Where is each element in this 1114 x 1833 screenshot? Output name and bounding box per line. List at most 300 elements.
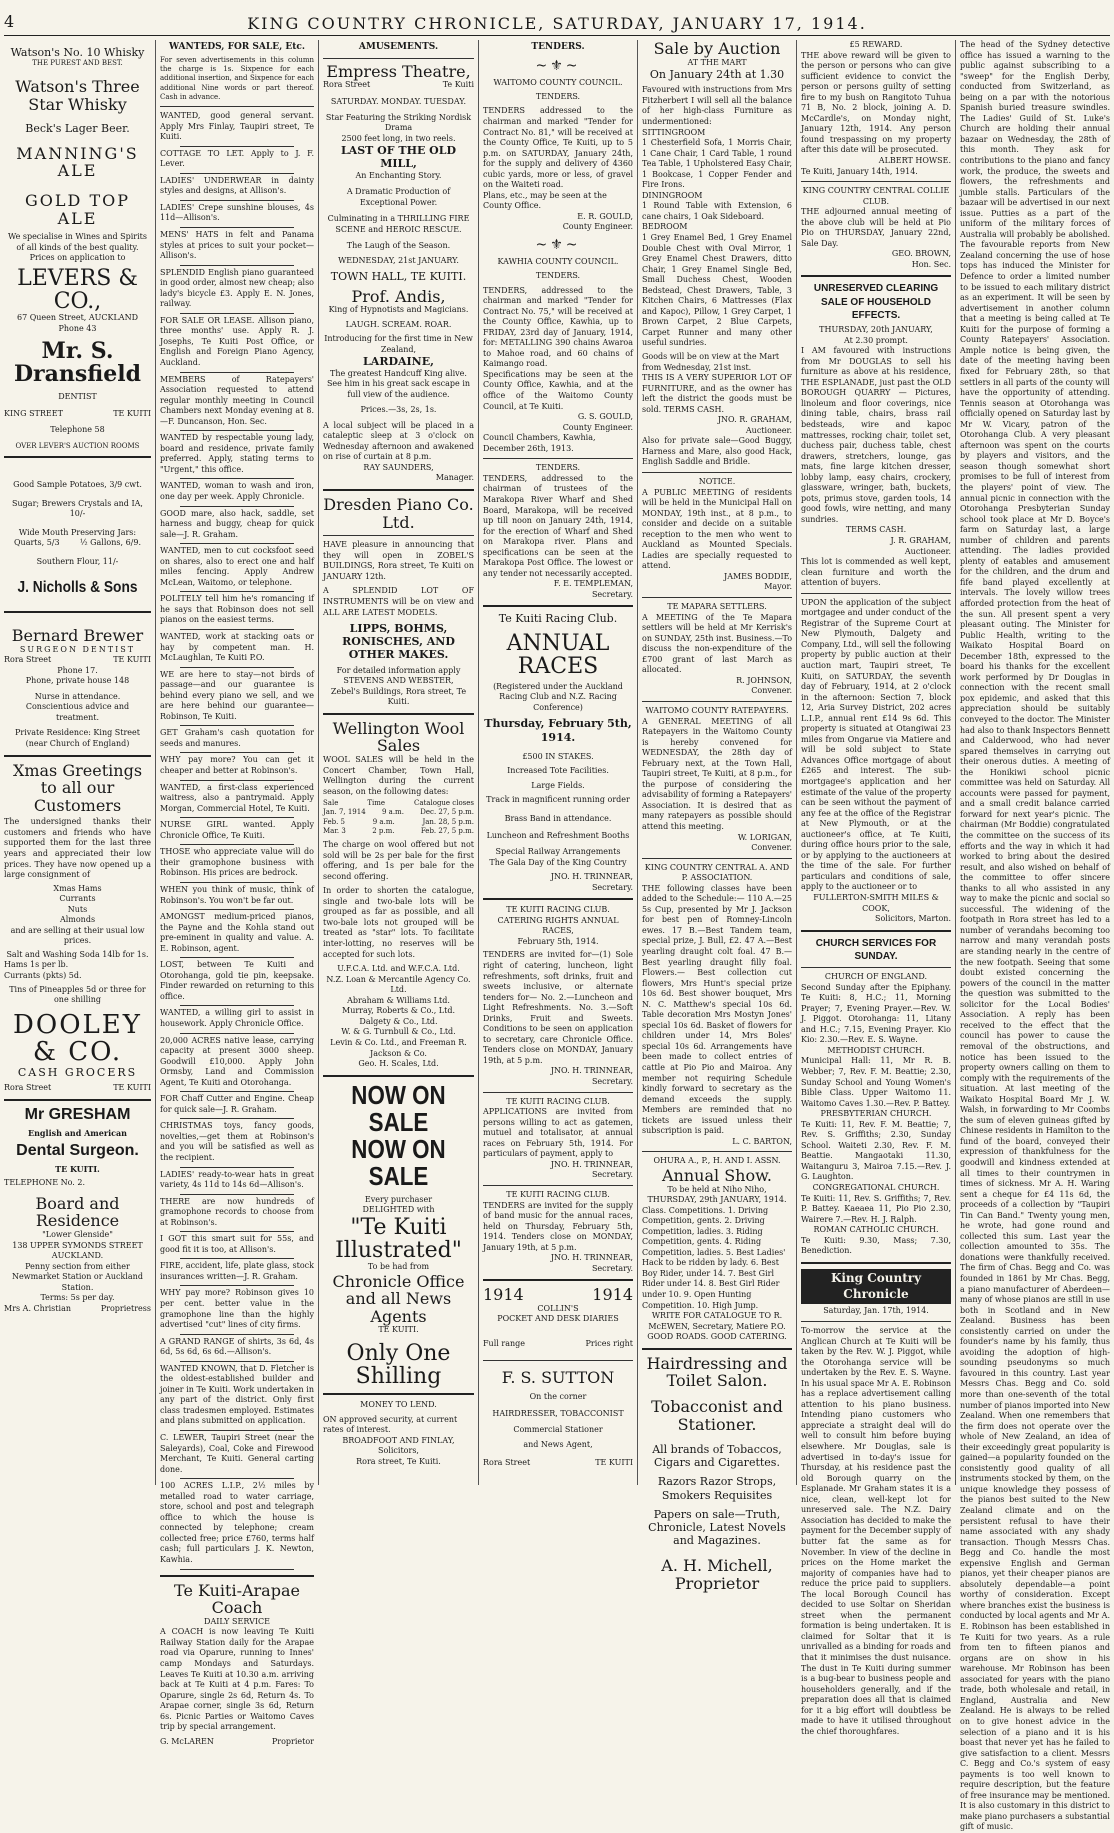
auction-mart: AT THE MART [687, 57, 747, 67]
classified-ad: WHEN you think of music, think of Robinson's. You won't be far out. [160, 884, 314, 905]
waitomo-title: WAITOMO COUNTY COUNCIL. [493, 78, 623, 88]
classified-ad: WANTED, men to cut cocksfoot seed on shares, also to erect one and half miles fencing. Apply Andrew McLean, Waitomo, or telephone. [160, 546, 314, 587]
ad-glenside: "Lower Glenside" [42, 1229, 113, 1239]
wool-ufca: U.F.C.A. Ltd. and W.F.C.A. Ltd. [337, 964, 460, 974]
empress-wednesday: WEDNESDAY, 21st JANUARY. [338, 255, 459, 265]
michell-brands: All brands of Tobaccos, Cigars and Cigarettes. [652, 1443, 782, 1470]
amusements-heading: AMUSEMENTS. [358, 42, 439, 52]
gatemen-secretary: Secretary. [591, 1170, 633, 1180]
ad-hams: Hams 1s per lb. [4, 960, 69, 970]
column-2 [156, 40, 318, 1746]
empress-feet: 2500 feet long, in two reels. [341, 133, 456, 143]
kcc-date: Saturday, Jan. 17th, 1914. [823, 1306, 929, 1316]
wanteds-intro: For seven advertisements in this column the charge is 1s. Sixpence for each additional insertion, and Sixpence for each additional Nine words or part thereof. Cash in advance. [160, 55, 314, 101]
classified-ad: MEMBERS of Ratepayers' Association requested to attend regular monthly meeting in Council Chambers next Monday evening at 8.—F. Duncanson, Hon. Sec. [160, 374, 314, 426]
kcap-title: KING COUNTRY CENTRAL A. AND P. ASSOCIATION. [644, 862, 790, 883]
church-title: CHURCH SERVICES FOR SUNDAY. [815, 937, 937, 962]
ad-prices: Prices on application to [29, 253, 126, 263]
sutton-corner: On the corner [529, 1392, 587, 1402]
congreg-body: Te Kuiti: 11, Rev. S. Griffiths; 7, Rev. P. Battey. Kaeaea 11, Pio Pio 2.30, Wairere 7.—Rev. H. J. Ralph. [801, 1193, 951, 1224]
diary-year-left: 1914 [483, 1285, 524, 1305]
ad-levers: LEVERS & CO., [17, 265, 138, 314]
ratepayers-title: WAITOMO COUNTY RATEPAYERS. [645, 705, 789, 715]
ad-proprietress: Proprietress [100, 1303, 151, 1313]
column-4 [479, 40, 637, 1485]
auction-also: Also for private sale—Good Buggy, Harness and Mare, also good Hack, English Saddle and Bridle. [642, 436, 792, 467]
ad-gallons: ½ Gallons, 6/9. [79, 538, 141, 548]
empress-star: Star Featuring the Striking Nordisk Drama [325, 112, 472, 133]
now-on-sale-2: NOW ON SALE [351, 1134, 446, 1192]
ad-watson3: Watson's Three Star Whisky [15, 77, 140, 115]
dresden-body: HAVE pleasure in announcing that they will open in ZOBEL'S BUILDINGS, Rora street, Te Kuiti on JANUARY 12th. [323, 540, 474, 581]
promo-tk: TE KUITI. [378, 1325, 419, 1335]
wool-sale-closes: Jan. 28, 5 p.m. [422, 817, 474, 826]
catering-date: February 5th, 1914. [517, 936, 599, 946]
ohura-competitions: Class. Competitions. 1. Driving Competition, gents. 2. Driving Competition, ladies. 3. Riding Competition, gents. 4. Riding Competition, ladies. 5. Best Ladies' Hack to be ridden by lady. 6. Best Boy Rider, under 14. 7. Best Girl Rider under 14. 8. Best Girl Rider under 10. 9. Open Hunting Competition. 10. High Jump. [642, 1205, 786, 1310]
ratepayers-body: A GENERAL MEETING of all Ratepayers in the Waitomo County is hereby convened for WEDNESDAY, the 28th day of February next, at the Town Hall, Taupiri street, Te Kuiti, at 8 p.m., for the purpose of considering the advisability of forming a Ratepayers' Association. It is desired that as many ratepayers as possible should attend this meeting. [642, 716, 792, 831]
races-tote: Increased Tote Facilities. [507, 766, 609, 776]
mapara-title: TE MAPARA SETTLERS. [667, 602, 767, 612]
classified-ad: MENS' HATS in felt and Panama styles at prices to suit your pocket—Allison's. [160, 229, 314, 261]
auction-goods: Goods will be on view at the Mart from Wednesday, 21st inst. [642, 352, 780, 372]
ad-symonds: 138 UPPER SYMONDS STREET AUCKLAND. [12, 1240, 143, 1261]
kcc-banner: King Country Chronicle [801, 1269, 951, 1305]
collie-body: THE adjourned annual meeting of the above club will be held at Pio Pio on THURSDAY, January 22nd, Sale Day. [801, 207, 951, 248]
mapara-johnson: R. JOHNSON, [736, 675, 792, 685]
classified-ad: POLITELY tell him he's romancing if he says that Robinson does not sell pianos on the easiest terms. [160, 594, 314, 625]
kawhia-engineer: County Engineer. [562, 422, 633, 432]
ad-surgeon-dentist: SURGEON DENTIST [19, 644, 136, 654]
auction-sitting-items: 1 Chesterfield Sofa, 1 Morris Chair, 1 Cane Chair, 1 Card Table, 1 round Tea Table, 1 Upholstered Easy Chair, 1 Bookcase, 1 Copper Fender and Fire Irons. [642, 138, 792, 190]
diary-collins: COLLIN'S [537, 1303, 579, 1313]
wool-sale-time: 2 p.m. [372, 826, 395, 835]
empress-rora: Rora Street [323, 80, 371, 90]
marakopa-templeman: F. E. TEMPLEMAN, [553, 579, 633, 589]
collie-title: KING COUNTRY CENTRAL COLLIE CLUB. [802, 186, 950, 206]
ad-dooley-town: TE KUITI [113, 1083, 151, 1093]
auction-superior: THIS IS A VERY SUPERIOR LOT OF FURNITURE, and as the owner has left the district the goods must be sold. TERMS CASH. [642, 373, 792, 414]
gatemen-club: TE KUITI RACING CLUB. [506, 1096, 610, 1106]
promo-news-agents: and all News Agents [345, 1289, 452, 1326]
ad-potatoes: Good Sample Potatoes, 3/9 cwt. [13, 480, 142, 490]
andis-lardaine: LARDAINE, [363, 355, 434, 369]
ad-king-street: KING STREET [4, 408, 63, 418]
wool-abraham: Abraham & Williams Ltd. [347, 995, 450, 1005]
kawhia-tenders: TENDERS. [535, 271, 581, 281]
ad-board: Board and Residence [35, 1193, 120, 1231]
ad-manning: MANNING'S ALE [16, 143, 139, 181]
ad-becks: Beck's Lager Beer. [25, 121, 130, 135]
dresden-info: For detailed information apply [336, 665, 461, 675]
notice-body: A PUBLIC MEETING of residents will be held in the Municipal Hall on MONDAY, 19th inst., at 8 p.m., to consider and decide on a suitable reception to the men who went to Auckland as Mounted Specials. Ladies are specially requested to attend. [642, 487, 792, 571]
empress-enchanting: An Enchanting Story. [355, 170, 442, 180]
ad-selling: and are selling at their usual low prices. [10, 925, 145, 946]
rc-title: ROMAN CATHOLIC CHURCH. [813, 1225, 939, 1235]
races-fields: Large Fields. [531, 780, 585, 790]
waitomo-engineer: County Engineer. [562, 222, 633, 232]
classified-ad: WANTED, good general servant. Apply Mrs Finlay, Taupiri street, Te Kuiti. [160, 111, 314, 142]
ad-goldtop: GOLD TOP ALE [25, 190, 130, 228]
diary-prices-right: Prices right [585, 1339, 633, 1349]
races-railway: Special Railway Arrangements [495, 847, 621, 857]
marakopa-tenders: TENDERS. [535, 463, 581, 473]
andis-handcuff: The greatest Handcuff King alive. See him in his great sack escape in full view of the audience. [326, 368, 471, 399]
ad-conscientious: Conscientious advice and treatment. [25, 702, 130, 722]
band-body: TENDERS are invited for the supply of band music for the annual races, held on Thursday, February 5th, 1914. Tenders close on MONDAY, January 19th, at 5 p.m. [483, 1200, 633, 1252]
ad-salt: Salt and Washing Soda 14lb for 1s. [6, 949, 149, 959]
classified-ad: CHRISTMAS toys, fancy goods, novelties,—get them at Robinson's and you will be satisfied as well as the recipient. [160, 1121, 314, 1162]
sutton-commercial: Commercial Stationer [513, 1425, 603, 1435]
ad-levers-address: 67 Queen Street, AUCKLAND [16, 313, 138, 322]
page-number: 4 [4, 12, 15, 31]
ad-hams-x: Xmas Hams [53, 883, 102, 893]
classified-ad: A GRAND RANGE of shirts, 3s 6d, 4s 6d, 5s 6d, 6s 6d.—Allison's. [160, 1336, 314, 1357]
andis-king: King of Hypnotists and Magicians. [328, 305, 469, 315]
reward-body: THE above reward will be given to the person or persons who can give sufficient evidence to convict the person or persons guilty of setting fire to my bush on Rangitoto Tuhua 71 B, No. 2 block, joining A. D. McCardle's, on Monday night, January 12th, 1914. Any person found trespassing on my property after this date will be prosecuted. [801, 50, 951, 155]
dresden-zobel: Zebel's Buildings, Rora street, Te Kuiti. [330, 686, 467, 707]
ad-dooley: DOOLEY & CO. [13, 1009, 142, 1067]
classified-ad: WANTED, a willing girl to assist in housework. Apply Chronicle Office. [160, 1008, 314, 1028]
wool-title: Wellington Wool Sales [332, 718, 465, 756]
collie-brown: GEO. BROWN, [891, 249, 951, 259]
wool-sale-time: 9 a.m. [381, 808, 404, 817]
ad-dooley-street: Rora Street [4, 1083, 52, 1093]
reward-title: £5 REWARD. [849, 40, 903, 49]
ad-sugar: Sugar; Brewers Crystals and IA, 10/- [12, 498, 143, 519]
ad-terms: Terms: 5s per day. [40, 1293, 115, 1303]
column-7 [956, 40, 1114, 1832]
ad-dransfield: Mr. S. Dransfield [13, 338, 142, 388]
classified-ad: WANTED, woman to wash and iron, one day per week. Apply Chronicle. [160, 481, 314, 501]
gatemen-trinnear: JNO. H. TRINNEAR, [550, 1159, 633, 1169]
wool-sale-row [323, 808, 474, 817]
promo-tekuiti: "Te Kuiti [350, 1214, 447, 1240]
ratepayers-lorigan: W. LORIGAN, [737, 832, 792, 842]
ad-undersigned: The undersigned thanks their customers and friends who have supported them for the last three years and appreciated their low prices. They have now opened up a large consignment of [4, 817, 151, 880]
wool-body: WOOL SALES will be held in the Concert Chamber, Town Hall, Wellington during the current season, on the following dates: [323, 754, 474, 796]
collie-hon-sec: Hon. Sec. [911, 259, 951, 269]
mortgage-solicitors: Solicitors, Marton. [874, 914, 951, 924]
ad-flour: Southern Flour, 11/- [36, 556, 119, 566]
annual-races: ANNUAL RACES [506, 630, 610, 679]
kawhia-specs: Specifications may be seen at the County Office, Kawhia, and at the office of the Waitomo County Council, at Te Kuiti. [483, 369, 633, 411]
mapara-convener: Convener. [751, 686, 792, 696]
classified-ad: 100 ACRES L.I.P., 2½ miles by metalled road to water carriage, store, school and post and telegraph office to which the house is connected by telephone; cream collected free; price £760, terms half cash; full particulars J. K. Newton, Kawhia. [160, 1481, 314, 1565]
empress-laugh: The Laugh of the Season. [346, 241, 451, 251]
ad-te-kuiti-2: TE KUITI [113, 655, 151, 665]
ad-gresham-town: TE KUITI. [55, 1163, 100, 1174]
money-body: ON approved security, at current rates of interest. [323, 1414, 458, 1435]
classified-ad: THOSE who appreciate value will do their gramophone business with Robinson. His prices are bedrock. [160, 847, 314, 878]
news-body: The head of the Sydney detective office has issued a warning to the public against subscribing to a "sweep" for the English Derby, conducted from Switzerland, as being on a par with the notorious Spanish buried treasure swindles. The Ladies' Guild of St. Luke's Church are holding their annual bazaar on Wednesday, the 28th of this month. They ask for contributions to the piano and fancy work, the produce, the sweets and flowers, the refreshments and jumble stalls. Particulars of the bazaar will be advertised in our next issue. Putties as a part of the uniform of the military forces of Australia will probably be abolished. The favourable reports from New Zealand concerning the use of hose tops has induced the Minister for Defence to order a limited number to be issued to each military district as an experiment. It will be seen by advertisement in another column that a meeting is being called at Te Kuiti for the purpose of forming a County Ratepayers' Association. Ample notice is being given, the date of the meeting having been fixed for February 28th, so that settlers in all parts of the county will have the opportunity of attending. Tennis season at Otorohanga was officially opened on Saturday last by Mr W. Vicary, patron of the Otorohanga Club. A very pleasant afternoon was spent on the courts by players and visitors, and the season though somewhat short promises to be full of interest from the players' point of view. The annual picnic in connection with the Otorohanga Presbyterian Sunday school took place at Mr D. Boyce's farm on Saturday last, a large number of children and parents attending. The ladies provided plenty of eatables and amusement for the children, and the drum and fife band played excellently at intervals. The lovely willow trees afforded protection from the heat of the sun. All present spent a very pleasant outing. The Minister for Public Health, writing to the Waikato Hospital Board on December 18th, expressed to the board his thanks for the excellent work performed by Dr Douglas in connection with the recent small pox epidemic, and asked that this appreciation should be suitably conveyed to the doctor. The Minister had also to thank Inspectors Bennett and Calderwood, who had never spared themselves in carrying out their onerous duties. A meeting of the Honikiwi school picnic committee was held on Saturday. All accounts were passed for payment, and a small credit balance carried forward for next year's picnic. The chairman (Mr Boddie) congratulated the committee on the success of its efforts and the way in which it had worked to bring about the desired result, and also wished on behalf of the committee to offer sincere thanks to all who assisted in any way to make the picnic and social so successful. The widening of the footpath in Rora street has led to a number of verandahs becoming too narrow and many verandah posts are standing nearly in the centre of the new footpath. Seeing that some doubt existed concerning the powers of the council in the matter the question was submitted to the solicitor for the Local Bodies' Association. A reply has been received to the effect that the council has power to cause the removal of the obstructions, and notice has been issued to the property owners calling on them to comply with the requirements of the situation. At last meeting of the Waikato Hospital Board Mr J. W. Walsh, in forwarding to Mr Coombs the sum of eleven guineas gifted by Chinese residents in Hamilton to the fund of the board, conveyed their expression of thankfulness for the goodwill and kindness extended at all times to their countrymen in times of sickness. Mr A. H. Waring sent a cheque for £4 11s 6d, the proceeds of a collection by "Taupiri Tin Can Band." Twenty young men, he wrote, had gone round and collected this sum. Last year the collection amounted to 35s. The donations were thankfully received. The firm of Chas. Begg and Co. was founded in 1861 by Mr Chas. Begg, a piano manufacturer of Aberdeen—many of whose pianos are still in use both in Scotland and in New Zealand. Business has been consistently carried on under the founder's name by his family, thus avoiding the adoption of high-sounding pseudonyms so much favoured in this country. Last year Messrs Chas. Begg and Co. sold more than one-seventh of the total number of pianos imported into New Zealand. When one remembers that the firm does not operate over the whole of New Zealand, an idea of their exceedingly great popularity is gained—a popularity founded on the consistently good quality of all instruments stocked by them, on the unique knowledge they possess of the pianos best suited to the New Zealand climate and on the persistent refusal to have their name associated with any shady transaction. Though Messrs Chas. Begg and Co. handle the most expensive English and German pianos, yet their cheaper pianos are absolutely dependable—a point worthy of consideration. Except where branches exist the business is conducted by local agents and Mr A. E. Robinson has been established in Te Kuiti for two years. As a rule from ten to fifteen pianos and organs are on show in his warehouse. Mr Robinson has been associated for years with the piano trade, both wholesale and retail, in England, Australia and New Zealand. He is always to be relied on to give honest advice in the selection of a piano and it is his boast that never yet has he failed to give satisfaction to a client. Messrs C. Begg and Co.'s system of easy payments is too well known to require description, but the feature of free insurance may be mentioned. It is also customary in this district to make piano purchasers a substantial gift of music. [960, 40, 1110, 1832]
ad-phone17: Phone 17. [57, 665, 98, 675]
diary-type: POCKET AND DESK DIARIES [497, 1314, 619, 1324]
michell-tobacconist: Tobacconist and Stationer. [651, 1396, 783, 1434]
methodist-body: Municipal Hall: 11, Mr R. B. Webber; 7, Rev. F. M. Beattie; 2.30, Sunday School and Young Women's Bible Class. Upper Waitomo 11. Waitomo Caves 1.30.—Rev. P. Battey. [801, 1056, 951, 1108]
wool-order: In order to shorten the catalogue, single and two-bale lots will be grouped as far as possible, and all two-bale lots not grouped will be treated as "star" lots. To facilitate inter-lotting, no reserves will be accepted for such lots. [323, 886, 474, 959]
michell-papers: Papers on sale—Truth, Chronicle, Latest Novels and Magazines. [648, 1507, 786, 1548]
ad-gresham: Mr GRESHAM [24, 1105, 131, 1123]
wool-sale-time: 9 a.m. [372, 817, 395, 826]
ad-currants: Currants [59, 894, 96, 904]
ad-watson10: Watson's No. 10 Whisky [10, 46, 145, 59]
ad-phone148: Phone, private house 148 [25, 676, 130, 686]
wool-sale-date: Jan. 7, 1914 [323, 808, 366, 817]
diary-full-range: Full range [483, 1339, 525, 1349]
ad-brewer: Bernard Brewer [11, 626, 144, 646]
wool-time-head: Time [367, 799, 386, 808]
wanteds-list [160, 111, 314, 1570]
ad-currants-pkts: Currants (pkts) 5d. [4, 970, 82, 980]
band-trinnear: JNO. H. TRINNEAR, [550, 1253, 633, 1263]
kawhia-gould: G. S. GOULD, [577, 412, 633, 422]
classified-ad: WHY pay more? You can get it cheaper and better at Robinson's. [160, 755, 314, 776]
classified-ad: LADIES' UNDERWEAR in dainty styles and designs, at Allison's. [160, 175, 314, 196]
michell-hairdressing: Hairdressing and Toilet Salon. [646, 1353, 788, 1391]
catering-secretary: Secretary. [591, 1077, 633, 1087]
clearing-auctioneer: Auctioneer. [904, 546, 951, 556]
ad-wide-mouth: Wide Mouth Preserving Jars: [18, 527, 137, 537]
sutton-title: F. S. SUTTON [501, 1367, 615, 1387]
andis-saunders: RAY SAUNDERS, [363, 462, 434, 472]
promo-delighted: DELIGHTED with [362, 1205, 435, 1215]
races-luncheon: Luncheon and Refreshment Booths [486, 830, 630, 840]
kcap-body: THE following classes have been added to the Schedule:— 110 A.—25 5s Cup, presented by Mr J. Jackson for best pen of Romney-Lincoln ewes. 17 B.—Best Tandem team, special prize, J. Bull, £2. 47 A.—Best yearling draught colt foal. 47 B.—Best yearling draught filly foal. Flowers.— Best collection cut flowers, Mrs Hunt's special prize 10s 6d. Best shower bouquet, Mrs N. C. Matthew's special 10s 6d. Table decoration Mrs Mostyn Jones' special 10s 6d. Basket of flowers for children under 14, Mrs Boles' special 10s 6d. Arrangements have been made to collect entries of cattle at Pio Pio and Mairoa. Any member not requiring Schedule kindly forward to secretary as the demand exceeds the supply. Members are reminded that no tickets are issued unless their subscription is paid. [642, 883, 792, 1136]
column-1 [0, 40, 155, 1485]
michell-proprietor: A. H. Michell, Proprietor [661, 1556, 773, 1593]
wool-levin: Levin & Co. Ltd., and Freeman R. Jackson & Co. [330, 1037, 467, 1058]
wool-dalgety: Dalgety & Co., Ltd. [359, 1016, 438, 1026]
empress-title: Empress Theatre, [326, 61, 471, 81]
empress-town: Te Kuiti [442, 80, 474, 90]
ad-rora-street: Rora Street [4, 655, 52, 665]
promo-chronicle: Chronicle Office [332, 1271, 465, 1291]
empress-days: SATURDAY. MONDAY. TUESDAY. [330, 97, 467, 107]
kawhia-body: TENDERS, addressed to the chairman and marked "Tender for Contract No. 75," will be received at the County Office, Kawhia, up to FRIDAY, 23rd day of January, 1914, for: METALLING 390 chains Awaroa to Mahoe road, and 60 chains of Kaimango road. [483, 285, 633, 369]
clearing-terms: TERMS CASH. [845, 525, 907, 535]
andis-manager: Manager. [435, 473, 474, 483]
wool-sale-table [323, 808, 474, 836]
auction-bedroom: BEDROOM [642, 222, 688, 232]
michell-razors: Razors Razor Strops, Smokers Requisites [657, 1475, 777, 1502]
ad-telephone2: TELEPHONE No. 2. [4, 1178, 86, 1188]
wool-charge: The charge on wool offered but not sold will be 2s per bale for the first offering, and 1s per bale for the second offering. [323, 840, 474, 881]
clearing-lot: This lot is commended as well kept, clean furniture and worth the attention of buyers. [801, 557, 951, 588]
classified-ad: C. LEWER, Taupiri Street (near the Saleyards), Coal, Coke and Firewood Merchant, Te Kuiti. General carting done. [160, 1433, 314, 1474]
classified-ad: WANTED by respectable young lady, board and residence, private family preferred. Apply, stating terms to "Urgent," this office. [160, 433, 314, 474]
ad-dentist: DENTIST [58, 392, 97, 402]
classified-ad: LADIES' Crepe sunshine blouses, 4s 11d—Allison's. [160, 202, 314, 223]
notice-boddie: JAMES BODDIE, [724, 571, 792, 581]
coach-proprietor: Proprietor [271, 1736, 314, 1746]
ratepayers-convener: Convener. [751, 843, 792, 853]
races-stakes: £500 IN STAKES. [522, 751, 594, 761]
column-6 [797, 40, 955, 1736]
mortgage-fullerton: FULLERTON-SMITH MILES & COOK, [813, 893, 939, 913]
classified-ad: LOST, between Te Kuiti and Otorohanga, gold tie pin, keepsake. Finder rewarded on returning to this office. [160, 960, 314, 1001]
races-registered: (Registered under the Auckland Racing Club and N.Z. Racing Conference) [493, 681, 623, 712]
empress-dramatic: A Dramatic Production of Exceptional Power. [346, 187, 451, 207]
andis-lsr: LAUGH. SCREAM. ROAR. [345, 319, 452, 329]
races-thursday: Thursday, February 5th, 1914. [484, 717, 632, 744]
catering-trinnear: JNO. H. TRINNEAR, [550, 1066, 633, 1076]
ohura-venue: To be held at Niho Niho, THURSDAY, 29th JANUARY, 1914. [647, 1184, 787, 1205]
wool-sale-head: Sale [323, 799, 339, 808]
ad-dental-surgeon: Dental Surgeon. [16, 1142, 139, 1160]
gatemen-body: APPLICATIONS are invited from persons willing to act as gatemen, mutuel and totalisator, at annual races on February 5th, 1914. For particulars of payment, apply to [483, 1107, 633, 1159]
auction-graham: JNO. R. GRAHAM, [717, 415, 792, 425]
sutton-hairdresser: HAIRDRESSER, TOBACCONIST [492, 1408, 624, 1418]
classified-ad: THERE are now hundreds of gramophone records to choose from at Robinson's. [160, 1196, 314, 1227]
money-solicitors: Solicitors, [378, 1446, 419, 1456]
masthead-title: KING COUNTRY CHRONICLE, SATURDAY, JANUARY 17, 1914. [247, 14, 867, 33]
dresden-splendid: A SPLENDID LOT OF INSTRUMENTS will be on view and ALL ARE LATEST MODELS. [323, 586, 474, 617]
masthead [4, 10, 1110, 36]
clearing-time: At 2.30 prompt. [844, 335, 908, 345]
ohura-title: OHURA A., P., H. AND I. ASSN. [653, 1156, 781, 1166]
auction-auctioneer: Auctioneer. [745, 425, 792, 435]
ohura-catalogue: WRITE FOR CATALOGUE TO R. McEWEN, Secretary, Matiere P.O. [648, 1311, 786, 1331]
wool-sale-closes: Dec. 27, 5 p.m. [420, 808, 474, 817]
ad-wines: We specialise in Wines and Spirits of all kinds of the best quality. [8, 232, 147, 252]
ad-over-levers: OVER LEVER'S AUCTION ROOMS [15, 441, 140, 450]
presby-body: Te Kuiti: 11, Rev. F. M. Beattie; 7, Rev. S. Griffiths; 2.30, Sunday School. Waiteti 2.30, Rev. F. M. Beattie. Mangaotaki 11.30, Waitanguru 3, Mairoa 7.15.—Rev. J. G. Laughton. [801, 1119, 951, 1182]
races-trinnear: JNO. H. TRINNEAR, [550, 872, 633, 882]
classified-ad: WANTED KNOWN, that D. Fletcher is the oldest-established builder and joiner in Te Kuiti. Work undertaken in any part of the district. Only first class tradesmen employed. Estimates and plans submitted on application. [160, 1363, 314, 1426]
ohura-good-roads: GOOD ROADS. GOOD CATERING. [647, 1332, 787, 1342]
clearing-title: UNRESERVED CLEARING SALE OF HOUSEHOLD EFFECTS. [813, 283, 939, 321]
tenders-heading: TENDERS. [531, 42, 585, 52]
coach-title: Te Kuiti-Arapae Coach [174, 1580, 300, 1618]
reward-howse: ALBERT HOWSE. [878, 156, 951, 166]
now-on-sale-1: NOW ON SALE [351, 1079, 446, 1137]
ad-purest: THE PUREST AND BEST. [32, 59, 123, 68]
empress-town-hall: TOWN HALL, TE KUITI. [330, 270, 467, 284]
waitomo-tenders: TENDERS. [535, 91, 581, 101]
mapara-body: A MEETING of the Te Mapara settlers will be held at Mr Kerrisk's on SUNDAY, 25th inst. Business.—To discuss the non-expenditure of the £700 grant of last March as allocated. [642, 612, 793, 675]
classified-ad: WHY pay more? Robinson gives 10 per cent. better value in the gramophone line than the highly advertised "cut" lines of city firms. [160, 1288, 314, 1330]
classified-ad: AMONGST medium-priced pianos, the Payne and the Kohla stand out pre-eminent in quality and value. A. E. Robinson, agent. [160, 912, 314, 953]
classified-ad: WANTED, work at stacking oats or hay by competent man. H. McLaughlan, Te Kuiti P.O. [160, 632, 314, 663]
wool-turnbull: W. & G. Turnbull & Co., Ltd. [341, 1027, 456, 1037]
notice-mayor: Mayor. [764, 582, 792, 592]
classified-ad: SPLENDID English piano guaranteed in good order, almost new cheap; also lady's bicycle £3. Apply E. N. Jones, railway. [160, 267, 314, 309]
auction-favoured: Favoured with instructions from Mrs Fitzherbert I will sell all the balance of her high-class Furniture as undermentioned: [642, 85, 792, 126]
promo-shilling: Only One Shilling [346, 1340, 451, 1390]
classified-ad: I GOT this smart suit for 55s, and good fit it is too, at Allison's. [160, 1234, 314, 1254]
classified-ad: WE are here to stay—not birds of passage—and our guarantee is behind every piano we sell, and we are here behind our guarantee—Robinson, Te Kuiti. [160, 669, 314, 721]
clearing-thursday: THURSDAY, 20th JANUARY, [819, 325, 933, 335]
methodist-title: METHODIST CHURCH. [827, 1045, 925, 1055]
promo-had-from: To be had from [367, 1262, 430, 1272]
ad-xmas: Xmas Greetings to all our Customers [12, 760, 143, 815]
auction-bedroom-items: 1 Grey Enamel Bed, 1 Grey Enamel Double Chest with Oval Mirror, 1 Grey Enamel Chest Drawers, ditto Chair, 1 Grey Enamel Single Bed, Small Duchess Chest, Wooden Bedstead, Chest Drawers, Table, 3 Kitchen Chairs, 6 Mattresses (Flax and Kapoc), Pillow, 1 Grey Carpet, 1 Brown Carpet, 2 Blue Carpets, Carpet Runner and many other useful sundries. [642, 232, 792, 348]
wool-sale-date: Feb. 5 [323, 817, 346, 826]
wool-sale-row [323, 827, 474, 836]
notice-title: NOTICE. [698, 477, 736, 487]
coe-title: CHURCH OF ENGLAND. [824, 972, 928, 982]
band-club: TE KUITI RACING CLUB. [506, 1189, 610, 1199]
andis-title: Prof. Andis, [351, 286, 446, 306]
ad-private-res: Private Residence: King Street (near Church of England) [15, 728, 140, 748]
ad-nicholls: J. Nicholls & Sons [17, 579, 138, 597]
marakopa-secretary: Secretary. [591, 589, 633, 599]
wool-sale-closes: Feb. 27, 5 p.m. [420, 826, 474, 835]
racing-club: Te Kuiti Racing Club. [498, 612, 618, 626]
ad-cash-grocers: CASH GROCERS [17, 1066, 138, 1080]
ohura-show: Annual Show. [662, 1165, 772, 1185]
ad-te-kuiti: TE KUITI [113, 408, 151, 418]
marakopa-body: TENDERS, addressed to the chairman of trustees of the Marakopa River Wharf and Shed Board, Marakopa, will be received up till noon on January 24th, 1914, for the erection of Wharf and Shed on Marakopa river. Plans and specifications can be seen at the Marakopa Post Office. The lowest or any tender not necessarily accepted. [483, 473, 633, 578]
promo-illustrated: Illustrated" [335, 1237, 462, 1263]
wool-cat-head: Catalogue closes [413, 799, 474, 808]
races-secretary: Secretary. [591, 882, 633, 892]
wool-sale-row [323, 818, 474, 827]
classified-ad: LADIES' ready-to-wear hats in great variety, 4s 11d to 14s 6d—Allison's. [160, 1169, 314, 1190]
promo-every: Every purchaser [364, 1194, 433, 1204]
ad-penny: Penny section from either Newmarket Station or Auckland Station. [12, 1261, 143, 1292]
classified-ad: 20,000 ACRES native lease, carrying capacity at present 3000 sheep. Goodwill £10,000. Apply John Ormsby, Land and Commission Agent, Te Kuiti and Otorohanga. [160, 1035, 314, 1087]
ad-quarts: Quarts, 5/3 [14, 538, 60, 548]
column-3 [319, 40, 478, 1485]
andis-local: A local subject will be placed in a cataleptic sleep at 3 o'clock on Wednesday afternoon and awakened on rise of curtain at 8 p.m. [323, 420, 474, 462]
rc-body: Te Kuiti: 9.30, Mass; 7.30, Benediction. [801, 1235, 951, 1256]
band-secretary: Secretary. [591, 1263, 633, 1273]
waitomo-plans: Plans, etc., may be seen at the County Office. [483, 190, 607, 211]
wool-sale-date: Mar. 3 [323, 826, 346, 835]
waitomo-gould: E. R. GOULD, [577, 211, 633, 221]
dresden-title: Dresden Piano Co. Ltd. [323, 495, 474, 532]
sutton-town: TE KUITI [595, 1458, 633, 1468]
auction-sitting: SITTINGROOM [642, 127, 706, 137]
ad-pineapples: Tins of Pineapples 5d or three for one shilling [9, 984, 146, 1005]
congreg-title: CONGREGATIONAL CHURCH. [812, 1182, 940, 1192]
column-5 [638, 39, 796, 1593]
ad-telephone: Telephone 58 [50, 425, 105, 435]
reward-date: Te Kuiti, January 14th, 1914. [801, 166, 918, 176]
wool-scales: Geo. H. Scales, Ltd. [358, 1059, 439, 1069]
coach-mclaren: G. McLAREN [160, 1736, 214, 1746]
races-gala: The Gala Day of the King Country [489, 857, 627, 867]
classified-ad: COTTAGE TO LET. Apply to J. F. Lever. [160, 148, 314, 169]
races-track: Track in magnificent running order [486, 795, 630, 805]
classified-ad: GOOD mare, also hack, saddle, set harness and buggy, cheap for quick sale—J. R. Graham. [160, 508, 314, 539]
classified-ad: WANTED, a first-class experienced waitress, also a pantrymaid. Apply Morgan, Commercial Hotel, Te Kuiti. [160, 782, 314, 813]
races-band: Brass Band in attendance. [504, 814, 612, 823]
catering-body: TENDERS are invited for—(1) Sole right of catering, luncheon, light refreshments, soft drinks, fruit and sweets inclusive, or alternate tenders for— No. 2.—Luncheon and Light Refreshments. No. 3.—Soft Drinks, Fruit and Sweets. Conditions to be seen on application to secretary, care Chronicle Office. Tenders close on MONDAY, January 19th, at 5 p.m. [483, 950, 633, 1065]
classified-ad: NURSE GIRL wanted. Apply Chronicle Office, Te Kuiti. [160, 820, 314, 840]
dresden-stevens: STEVENS AND WEBSTER, [343, 676, 454, 686]
andis-introducing: Introducing for the first time in New Zealand, [324, 334, 473, 354]
ad-nurse: Nurse in attendance. [34, 691, 121, 701]
mortgage-body: UPON the application of the subject mortgagee and under conduct of the Registrar of the Supreme Court at New Plymouth, Dalgety and Company, Ltd., will sell the following property by public auction at their auction mart, Taupiri street, Te Kuiti, on SATURDAY, the seventh day of February, 1914, at 2 o'clock in the afternoon: Section 7, block 12, Aria Survey District, 202 acres L.I.P., annual rent £14 9s 6d. This property is situated at Otangiwai 23 miles from Ongarue via Matiere and will be sold subject to State Advances Office mortgage of about £265 and interest. The sub-mortgagee's application and her estimate of the value of the property can be seen without the payment of any fee at the office of the Registrar at New Plymouth, or at the auctioneer's office, at Te Kuiti, during office hours prior to the sale, or by applying to the auctioneers at the time of the sale. For further particulars and conditions of sale, apply to the auctioneer or to [801, 597, 951, 892]
ad-eng-amer: English and American [28, 1127, 127, 1138]
catering-title: CATERING RIGHTS ANNUAL RACES, [497, 915, 619, 936]
diary-year-right: 1914 [592, 1285, 633, 1305]
catering-club: TE KUITI RACING CLUB. [506, 905, 610, 915]
money-broadfoot: BROADFOOT AND FINLAY, [342, 1435, 455, 1445]
money-address: Rora street, Te Kuiti. [356, 1456, 441, 1466]
andis-prices: Prices.—3s, 2s, 1s. [360, 405, 437, 415]
auction-title: Sale by Auction [653, 39, 781, 58]
clearing-body: I AM favoured with instructions from Mr DOUGLAS to sell his furniture as above at his residence, THE ESPLANADE, just past the OLD BOROUGH QUARRY — Pictures, linoleum and floor coverings, nice dining table, chairs, brass rail bedsteads, wire and kapoc mattresses, rocking chair, toilet set, duchess pair, duchess table, chest drawers, stretchers, lounge, gas mats, fine large kitchen dresser, lobby lamp, easy chairs, crockery, glassware, wringer, bath, buckets, pots, primus stove, garden tools, 14 good fowls, wire netting, and many sundries. [801, 346, 951, 524]
kcap-barton: L. C. BARTON, [732, 1136, 792, 1146]
classified-ad: FOR Chaff Cutter and Engine. Cheap for quick sale—J. R. Graham. [160, 1094, 314, 1114]
kcc-body: To-morrow the service at the Anglican Church at Te Kuiti will be taken by the Rev. W. J. Piggot, while the Otorohanga service will be undertaken by the Rev. E. S. Wayne. In his usual space Mr A. E. Robinson has a replace advertisement calling attention to his piano business. Intending piano customers who appreciate a straight deal will do well to consult him before buying elsewhere. Mr Douglas, sale is advertised in to-day's issue for Thursday, at his residence past the old Borough quarry on the Esplanade. Mr Graham states it is a nice, clean, well-kept lot for unreserved sale. The N.Z. Dairy Association has decided to make the payment for the December supply of butter fat the same as for November. In view of the decline in prices on the Home market the majority of companies have had to reduce the price paid to suppliers. The local Borough Council has decided to use Soltar on Sheridan street when the permanent formation is being undertaken. It is claimed for Soltar that it is unrivalled as a binding for roads and that it minimises the dust nuisance. The dust in Te Kuiti during summer is a bug-bear to business people and householders generally, and if the preparation does all that is claimed for it a big effort will doubtless be made to have it utilised throughout the chief thoroughfares. [801, 1326, 951, 1736]
kawhia-chambers: Council Chambers, Kawhia, December 26th, 1913. [483, 433, 596, 453]
ad-christian: Mrs A. Christian [4, 1303, 71, 1313]
money-title: MONEY TO LEND. [360, 1400, 437, 1410]
